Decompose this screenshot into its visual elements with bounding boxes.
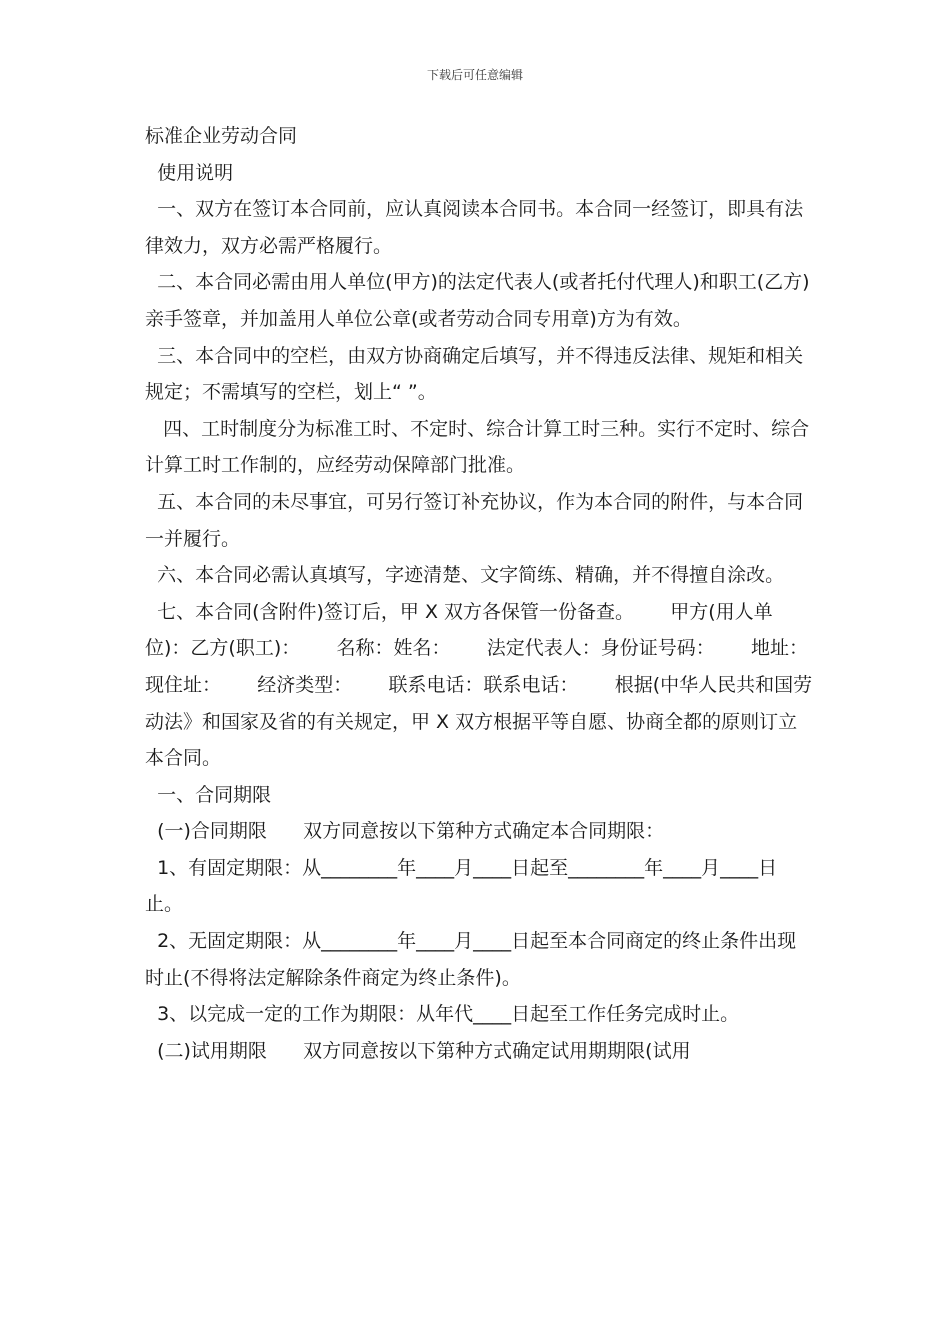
section-heading: 一、合同期限 [145, 783, 272, 806]
paragraph: 使用说明 [145, 161, 234, 184]
page-header: 下载后可任意编辑 [426, 68, 523, 82]
paragraph: 六、本合同必需认真填写，字迹清楚、文字简练、精确，并不得擅自涂改。 [145, 564, 785, 587]
document-body [145, 118, 813, 1069]
paragraph: 五、本合同的未尽事宜，可另行签订补充协议，作为本合同的附件，与本合同一并履行。 [145, 490, 804, 550]
paragraph: 三、本合同中的空栏，由双方协商确定后填写，并不得违反法律、规矩和相关规定；不需填写的空栏，划上“ ”。 [145, 344, 804, 404]
paragraph: 3、以完成一定的工作为期限：从年代____日起至工作任务完成时止。 [145, 1003, 740, 1026]
paragraph: (二)试用期限 双方同意按以下第种方式确定试用期期限(试用 [145, 1039, 691, 1062]
paragraph: 1、有固定期限：从________年____月____日起至________年____月____日止。 [145, 856, 778, 916]
paragraph: 二、本合同必需由用人单位(甲方)的法定代表人(或者托付代理人)和职工(乙方)亲手签章，并加盖用人单位公章(或者劳动合同专用章)方为有效。 [145, 271, 810, 330]
paragraph: 2、无固定期限：从________年____月____日起至本合同商定的终止条件出现时止(不得将法定解除条件商定为终止条件)。 [145, 930, 797, 989]
document-title: 标准企业劳动合同 [145, 125, 298, 147]
paragraph: 四、工时制度分为标准工时、不定时、综合计算工时三种。实行不定时、综合计算工时工作制的，应经劳动保障部门批准。 [145, 417, 810, 477]
paragraph: 一、双方在签订本合同前，应认真阅读本合同书。本合同一经签订，即具有法律效力，双方必需严格履行。 [145, 198, 804, 257]
paragraph: (一)合同期限 双方同意按以下第种方式确定本合同期限： [145, 820, 665, 843]
paragraph: 七、本合同(含附件)签订后，甲 X 双方各保管一份备查。 甲方(用人单位)：乙方(职工)： 名称：姓名： 法定代表人：身份证号码： 地址：现住址： 经济类型： 联系电话：联系电话： 根据(中华人民共和国劳动法》和国家及省的有关规定，甲 X 双方根据平等自愿、协商全都的原则订立本合同。 [145, 600, 813, 770]
